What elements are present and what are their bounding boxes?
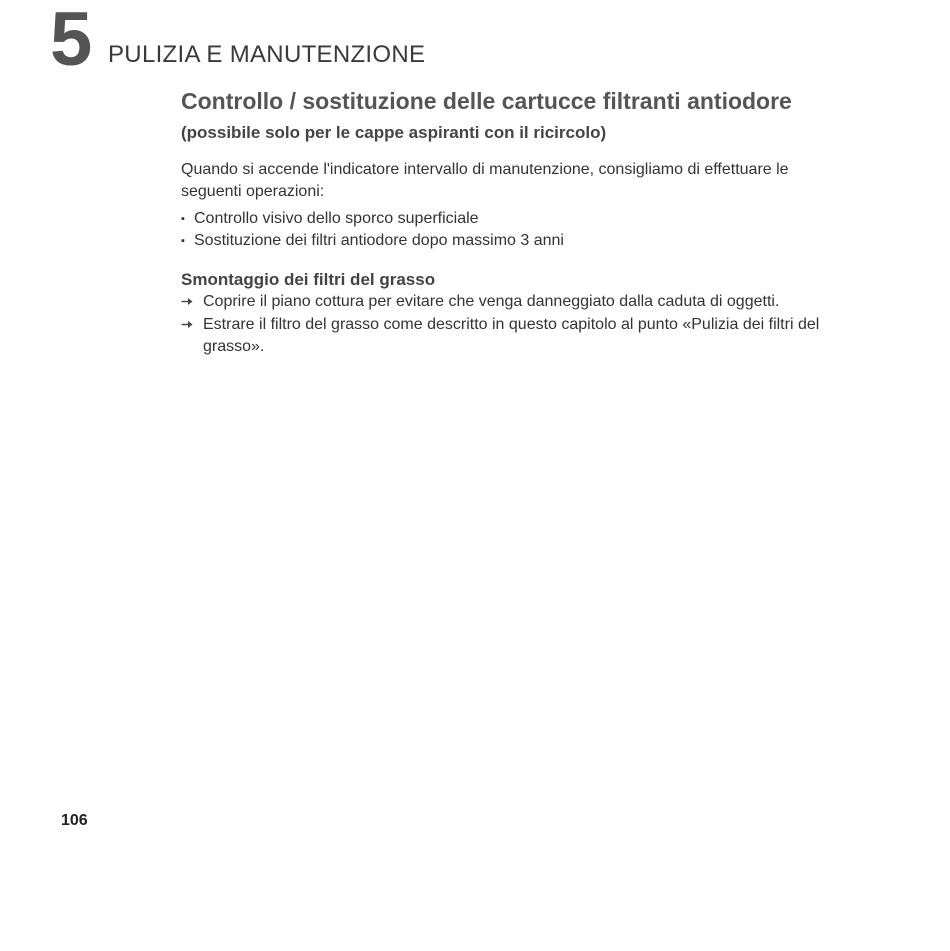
list-item-text: Controllo visivo dello sporco superficiale [194, 210, 479, 227]
page-number: 106 [61, 812, 88, 829]
arrow-right-icon [181, 314, 203, 359]
page-content [181, 86, 821, 359]
steps-list [181, 291, 821, 359]
section-subtitle: (possibile solo per le cappe aspiranti con il ricircolo) [181, 123, 607, 142]
section-title: Controllo / sostituzione delle cartucce filtranti antiodore [181, 88, 792, 114]
step-item [181, 314, 821, 359]
step-text: Estrare il filtro del grasso come descritto in questo capitolo al punto «Pulizia dei filtri del grasso». [203, 315, 820, 355]
list-item [181, 230, 821, 252]
intro-paragraph: Quando si accende l'indicatore intervallo di manutenzione, consigliamo di effettuare le seguenti operazioni: [181, 161, 789, 200]
subsection-title: Smontaggio dei filtri del grasso [181, 270, 436, 289]
chapter-number: 5 [50, 0, 92, 82]
arrow-right-icon [181, 291, 203, 314]
chapter-title: PULIZIA E MANUTENZIONE [108, 41, 426, 68]
list-item-text: Sostituzione dei filtri antiodore dopo massimo 3 anni [194, 232, 564, 249]
bullet-list [181, 208, 821, 252]
square-bullet-icon: ▪ [181, 213, 185, 225]
list-item [181, 208, 821, 230]
square-bullet-icon: ▪ [181, 235, 185, 247]
step-item [181, 291, 821, 314]
step-text: Coprire il piano cottura per evitare che venga danneggiato dalla caduta di oggetti. [203, 293, 780, 310]
